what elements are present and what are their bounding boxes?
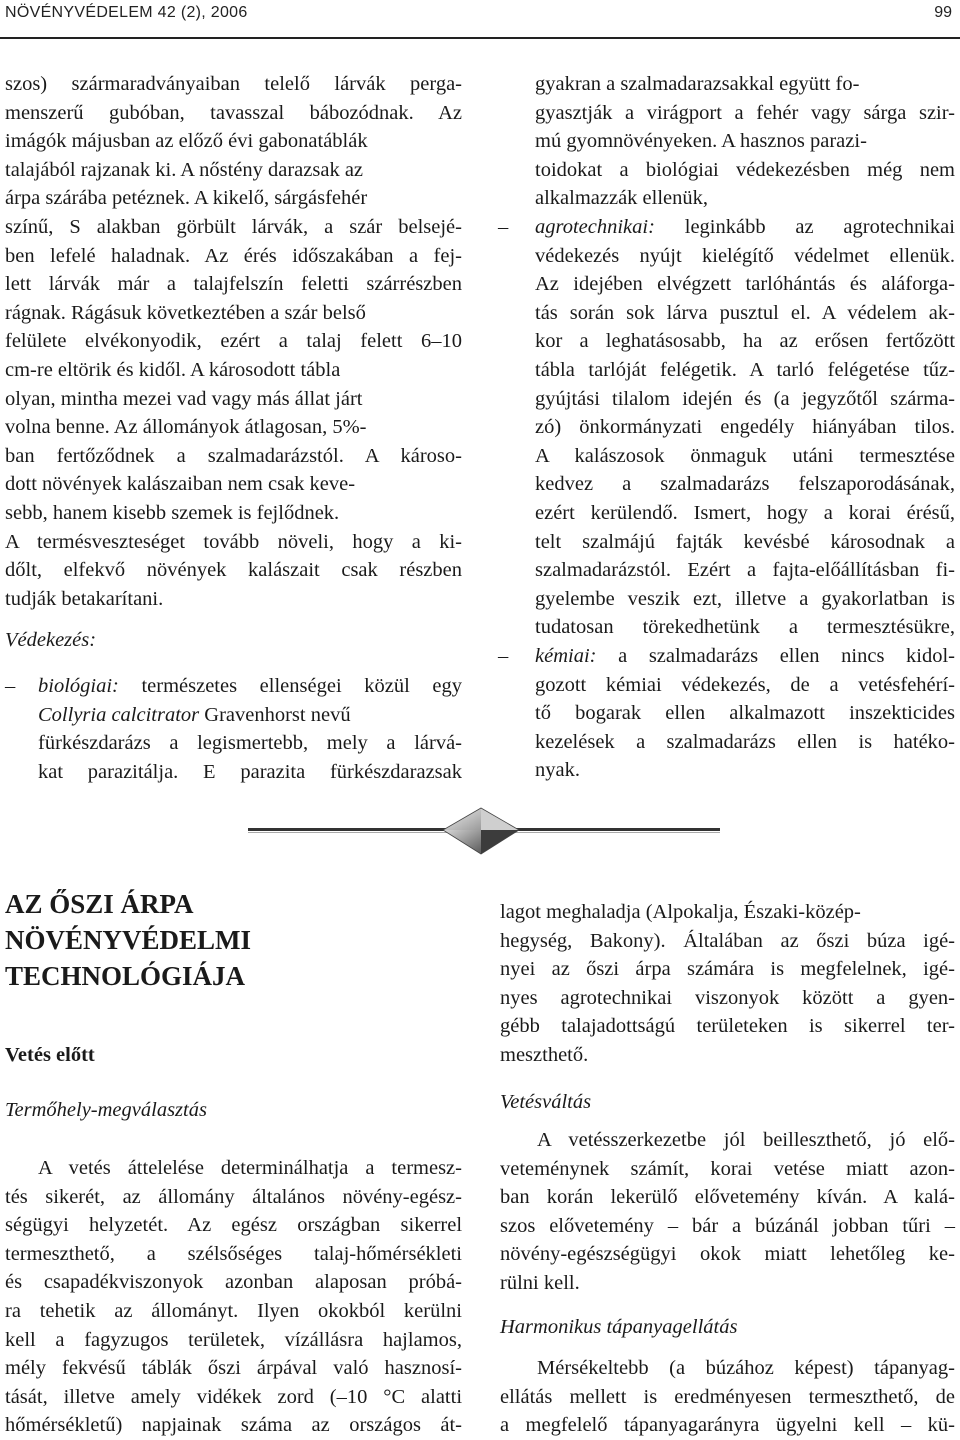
text-line xyxy=(500,1383,955,1412)
text-segment: ban korán lekerülő elővetemény kíván. A kalá- xyxy=(500,1186,955,1209)
text-segment: tő bogarak ellen alkalmazott inszekticides xyxy=(535,702,955,725)
text-line xyxy=(500,1269,955,1298)
line-text xyxy=(500,1272,580,1294)
text-segment: ezért kerülendő. Ismert, hogy a korai érésű, xyxy=(535,501,956,524)
text-segment: telt szalmájú fajták kevésbé károsodnak a xyxy=(535,530,956,553)
subheading xyxy=(5,1041,462,1070)
line-text xyxy=(5,1214,462,1236)
text-segment: gyelembe veszik ezt, illetve a gyakorlatban is xyxy=(535,587,956,610)
text-segment: ben lefelé haladnak. Az érés időszakában a fej- xyxy=(5,244,462,267)
text-line xyxy=(5,1411,462,1440)
line-text xyxy=(5,1300,462,1322)
text-segment: nyei az őszi árpa számára is megfelelnek, igé- xyxy=(500,958,955,981)
line-text xyxy=(500,1316,737,1338)
line-text xyxy=(5,1414,462,1436)
text-segment: imágók májusban az előző évi gabonatáblák xyxy=(5,130,368,153)
text-segment: TECHNOLÓGIÁJA xyxy=(5,961,246,991)
text-line xyxy=(5,1096,462,1125)
text-segment: szos) szármaradványaiban telelő lárvák perga- xyxy=(5,73,462,95)
italic-segment: Collyria calcitrator xyxy=(38,703,200,726)
text-segment: A vetésszerkezetbe jól beilleszthető, jó elő- xyxy=(537,1129,955,1151)
text-segment: gozott kémiai védekezés, de a vetésfehérí- xyxy=(535,673,955,696)
text-segment: A kalászosok önmaguk utáni termesztése xyxy=(535,444,955,467)
text-segment: Vetés előtt xyxy=(5,1044,95,1066)
text-segment: mú gyomnövényeken. A hasznos parazi- xyxy=(535,130,867,153)
text-segment: lagot meghaladja (Alpokalja, Északi-közép- xyxy=(500,901,861,923)
line-text xyxy=(5,1386,462,1408)
line-text xyxy=(500,1044,588,1066)
line-text xyxy=(500,1243,955,1265)
text-segment: és csapadékviszonyok azonban alaposan próbá- xyxy=(5,1271,463,1294)
line-text xyxy=(5,925,251,955)
text-line xyxy=(5,1154,462,1183)
text-segment: termeszthető, a szélsőséges talaj-hőmérsékleti xyxy=(5,1242,462,1265)
line-text xyxy=(5,1186,462,1208)
text-segment: hőmérsékletű) napjainak száma az országos át- xyxy=(5,1414,462,1437)
line-text xyxy=(500,958,955,980)
italic-segment: Védekezés: xyxy=(5,629,97,651)
paragraph xyxy=(5,1154,462,1440)
text-segment: kell a fagyzugos területek, vízállásra hajlamos, xyxy=(5,1328,462,1351)
italic-segment: biológiai: xyxy=(38,675,119,697)
text-line xyxy=(500,1183,955,1212)
text-segment: Harmonikus tápanyagellátás xyxy=(500,1316,738,1338)
text-line xyxy=(500,984,955,1013)
line-text xyxy=(5,1357,462,1379)
text-segment: kedvez a szalmadarázs felszaporodásának, xyxy=(535,473,956,496)
text-line xyxy=(500,1126,955,1155)
text-segment: veteménynek számít, korai vetése miatt azon- xyxy=(500,1157,955,1180)
text-segment: dőlt, elfekvő növények kalászait csak részben xyxy=(5,559,462,582)
text-segment: menszerű gubóban, tavasszal bábozódnak. Az xyxy=(5,101,462,124)
line-text xyxy=(5,889,194,919)
subheading xyxy=(5,1096,462,1125)
paragraph xyxy=(500,1354,955,1440)
text-line xyxy=(500,1012,955,1041)
line-text xyxy=(500,1215,955,1237)
text-segment: A vetés áttelelése determinálhatja a termesz- xyxy=(38,1157,462,1179)
line-text xyxy=(5,1044,95,1066)
text-segment: volna benne. Az állományok átlagosan, 5%- xyxy=(5,416,367,439)
text-segment: olyan, mintha mezei vad vagy más állat járt xyxy=(5,387,363,410)
line-text xyxy=(500,930,955,952)
text-segment: lett lárvák már a talajfelszín feletti szárrészben xyxy=(5,273,462,296)
text-segment: fürkészdarázs a legismertebb, mely a lárvá- xyxy=(38,732,462,755)
text-segment: ban fertőződnek a szalmadarázstól. A károso- xyxy=(5,444,462,467)
line-text xyxy=(500,987,955,1009)
text-segment: kor a leghatásosabb, ha az erősen fertőzött xyxy=(535,330,956,353)
italic-segment: agrotechnikai: xyxy=(535,216,655,238)
line-text xyxy=(5,1329,462,1351)
line-text xyxy=(500,901,861,923)
section-heading xyxy=(5,886,462,994)
text-line xyxy=(500,1041,955,1070)
text-segment: dott növények kalászaiban nem csak keve- xyxy=(5,473,356,496)
text-line xyxy=(5,1041,462,1070)
text-segment: alkalmazzák ellenük, xyxy=(535,187,709,210)
text-segment: toidokat a biológiai védekezésben még nem xyxy=(535,158,956,181)
text-segment: cm-re eltörik és kidől. A károsodott tábla xyxy=(5,358,341,381)
text-segment: tábla tarlóját felégetik. A tarló felégetése tűz- xyxy=(535,358,955,381)
column-lower-left xyxy=(5,0,462,1440)
line-text xyxy=(537,1129,955,1151)
text-segment: tását, illetve amely vidékek zord (–10 °C alatti xyxy=(5,1385,463,1408)
text-segment: tudatosan törekedhetünk a termesztésükre, xyxy=(535,616,956,639)
line-text xyxy=(500,1091,591,1113)
text-segment: mély fekvésű táblák őszi árpával való hasznosí- xyxy=(5,1357,462,1380)
line-text xyxy=(500,1158,955,1180)
text-line xyxy=(5,922,462,958)
text-segment: talajából rajzanak ki. A nőstény darazsak az xyxy=(5,158,364,181)
text-segment: rülni kell. xyxy=(500,1271,580,1294)
text-segment: ellátás mellett is eredményesen termeszthető, de xyxy=(500,1385,955,1408)
text-line xyxy=(500,1240,955,1269)
text-segment: gébb talajadottságú területeken is sikerrel ter- xyxy=(500,1015,955,1038)
text-segment: a szalmadarázs ellen nincs kidol- xyxy=(596,645,956,667)
text-segment: felülete elvékonyodik, ezért a talaj felett 6–10 xyxy=(5,330,462,353)
line-text xyxy=(537,1357,955,1379)
text-segment: növény-egészségügyi okok miatt lehetőleg ke- xyxy=(500,1243,955,1266)
text-segment: Gravenhorst nevű xyxy=(199,703,351,726)
text-segment: sebb, hanem kisebb szemek is fejlődnek. xyxy=(5,501,340,524)
text-segment: tás során sok lárva pusztul el. A védelem ak- xyxy=(535,301,955,324)
list-bullet: – xyxy=(498,216,509,238)
text-segment: gyújtási tilalom idején és (a jegyzőtől szárma- xyxy=(535,387,955,410)
text-segment: szalmadarázstól. Ezért a fajta-előállításban fi- xyxy=(535,559,955,582)
line-text xyxy=(500,1015,955,1037)
text-segment: tés sikerét, az állomány általános növény-egész- xyxy=(5,1185,462,1208)
text-segment: árpa szárába petéznek. A kikelő, sárgásfehér xyxy=(5,187,368,210)
text-segment: hegység, Bakony). Általában az őszi búza igé- xyxy=(500,929,956,952)
text-segment: gyakran a szalmadarazsakkal együtt fo- xyxy=(535,73,860,95)
text-segment: kezelések a szalmadarázs ellen is hatéko- xyxy=(535,730,955,753)
text-segment: Vetésváltás xyxy=(500,1091,592,1113)
text-line xyxy=(5,1297,462,1326)
subheading xyxy=(500,1088,955,1117)
text-line xyxy=(5,1268,462,1297)
line-text xyxy=(500,1414,955,1436)
text-segment: tudják betakarítani. xyxy=(5,587,164,610)
text-line xyxy=(5,958,462,994)
text-segment: Termőhely-megválasztás xyxy=(5,1099,207,1121)
line-text xyxy=(5,1099,207,1121)
text-segment: védekezés nyújt kielégítő védelmet ellenük. xyxy=(535,244,955,267)
text-segment: a megfelelő tápanyagarányra ügyelni kell – kü- xyxy=(500,1414,955,1437)
text-segment: szos elővetemény – bár a búzánál jobban tűri – xyxy=(500,1214,955,1237)
text-segment: NÖVÉNYVÉDELMI xyxy=(5,925,252,955)
italic-segment: kémiai: xyxy=(535,645,597,667)
line-text xyxy=(5,961,245,991)
line-text xyxy=(38,1157,462,1179)
text-line xyxy=(5,1183,462,1212)
line-text xyxy=(5,1243,462,1265)
text-segment: nyak. xyxy=(535,759,580,782)
text-segment: nyes agrotechnikai viszonyok között a gyen- xyxy=(500,986,955,1009)
text-segment: Az idejében elvégzett tarlóhántás és aláforga- xyxy=(535,273,955,296)
text-line xyxy=(500,1411,955,1440)
text-segment: természetes ellenségei közül egy xyxy=(118,675,462,697)
text-line xyxy=(5,1383,462,1412)
paragraph xyxy=(500,1126,955,1298)
running-head: NÖVÉNYVÉDELEM 42 (2), 2006 xyxy=(5,4,248,21)
text-line xyxy=(5,1240,462,1269)
text-line xyxy=(500,1155,955,1184)
line-text xyxy=(500,1186,955,1208)
text-line xyxy=(500,1212,955,1241)
text-line xyxy=(500,927,955,956)
paragraph xyxy=(500,898,955,1070)
text-segment: A termésveszteséget tovább növeli, hogy a ki- xyxy=(5,530,462,553)
page-number: 99 xyxy=(934,4,952,21)
text-line xyxy=(500,1088,955,1117)
line-text xyxy=(5,1271,462,1293)
text-line xyxy=(500,955,955,984)
text-segment: ségügyi helyzetét. Az egész országban sikerrel xyxy=(5,1214,463,1237)
text-segment: színű, S alakban görbült lárvák, a szár belsejé- xyxy=(5,215,462,238)
text-line xyxy=(500,1354,955,1383)
text-segment: kat parazitálja. E parazita fürkészdarazsak xyxy=(38,760,462,783)
list-bullet: – xyxy=(5,675,16,697)
text-line xyxy=(5,1211,462,1240)
text-segment: zó) önkormányzati engedély hiányában tilos. xyxy=(535,416,955,439)
text-line xyxy=(500,898,955,927)
line-text xyxy=(500,1386,955,1408)
text-line xyxy=(5,886,462,922)
text-segment: meszthető. xyxy=(500,1043,589,1066)
text-segment: leginkább az agrotechnikai xyxy=(654,216,955,238)
text-line xyxy=(5,1354,462,1383)
text-segment: AZ ŐSZI ÁRPA xyxy=(5,889,194,919)
text-segment: Mérsékeltebb (a búzához képest) tápanyag- xyxy=(537,1357,955,1379)
text-line xyxy=(5,1326,462,1355)
text-segment: rágnak. Rágásuk következtében a szár belső xyxy=(5,301,366,324)
text-segment: gyasztják a virágport a fehér vagy sárga szir- xyxy=(535,101,955,124)
list-bullet: – xyxy=(498,645,509,667)
text-line xyxy=(500,1313,955,1342)
subheading xyxy=(500,1313,955,1342)
text-segment: ra tehetik az állományt. Ilyen okokból kerülni xyxy=(5,1299,462,1322)
column-lower-right xyxy=(500,0,955,1440)
